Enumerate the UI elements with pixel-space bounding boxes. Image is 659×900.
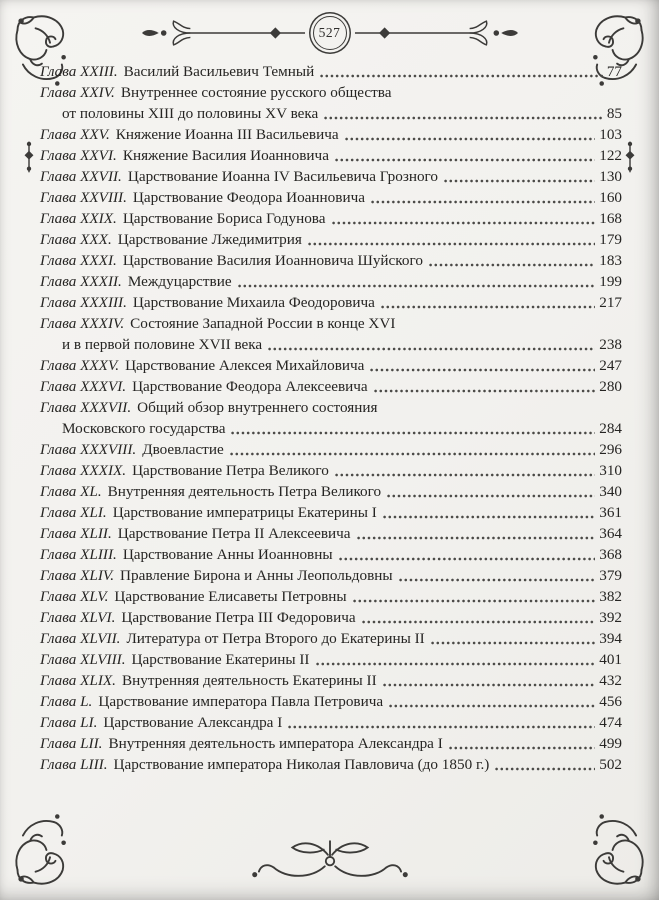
toc-line [40, 355, 622, 376]
toc-entry [40, 61, 622, 82]
page-ref: 340 [599, 483, 622, 500]
toc-entry [40, 166, 622, 187]
toc-entry [40, 691, 622, 712]
chapter-label: Глава XXVIII. [40, 189, 127, 206]
chapter-title: Царствование императора Николая Павловича (до 1850 г.) [113, 756, 490, 773]
chapter-title: Внутренняя деятельность Петра Великого [107, 483, 382, 500]
toc-line [40, 754, 622, 775]
chapter-title: Царствование императора Павла Петровича [98, 693, 384, 710]
chapter-title: Правление Бирона и Анны Леопольдовны [120, 567, 393, 584]
chapter-title: Княжение Василия Иоанновича [122, 147, 329, 164]
page-ref: 217 [599, 294, 622, 311]
toc-entry [40, 82, 622, 124]
dot-leader [353, 599, 596, 603]
toc-line [40, 523, 622, 544]
page-ref: 456 [599, 693, 622, 710]
dot-leader [431, 641, 596, 645]
page-ref: 310 [599, 462, 622, 479]
page-number: 527 [318, 25, 341, 40]
flourish-right-icon [353, 19, 521, 47]
chapter-title: Царствование Михаила Феодоровича [132, 294, 375, 311]
page-ref: 502 [599, 756, 622, 773]
dot-leader [320, 74, 603, 78]
dot-leader [308, 242, 595, 246]
toc-line-continuation [40, 103, 622, 124]
dot-leader [381, 305, 595, 309]
page-ref: 394 [599, 630, 622, 647]
toc-entry [40, 733, 622, 754]
dot-leader [335, 158, 595, 162]
chapter-label: Глава XLVIII. [40, 651, 126, 668]
chapter-label: Глава LI. [40, 714, 98, 731]
chapter-title: Внутреннее состояние русского общества [120, 84, 392, 101]
page-ref: 379 [599, 567, 622, 584]
chapter-title: Царствование Лжедимитрия [117, 231, 302, 248]
chapter-title: Княжение Иоанна III Васильевича [115, 126, 339, 143]
chapter-label: Глава L. [40, 693, 93, 710]
toc-line [40, 733, 622, 754]
chapter-title: Царствование Петра Великого [132, 462, 329, 479]
toc-entry [40, 397, 622, 439]
page-ref: 432 [599, 672, 622, 689]
page-ref: 392 [599, 609, 622, 626]
page-ref: 179 [599, 231, 622, 248]
dot-leader [345, 137, 596, 141]
dot-leader [371, 200, 595, 204]
chapter-title: Общий обзор внутреннего состояния [137, 399, 378, 416]
toc-line [40, 292, 622, 313]
toc-entry [40, 145, 622, 166]
chapter-title: Царствование Александра I [103, 714, 283, 731]
chapter-title: Междуцарствие [127, 273, 232, 290]
page-ref: 382 [599, 588, 622, 605]
page-ref: 499 [599, 735, 622, 752]
page-header [0, 16, 659, 50]
chapter-label: Глава XXXI. [40, 252, 117, 269]
toc-entry [40, 208, 622, 229]
page-ref: 168 [599, 210, 622, 227]
chapter-label: Глава XLII. [40, 525, 112, 542]
side-ornament-right-icon [621, 138, 639, 176]
chapter-title: Василий Васильевич Темный [123, 63, 315, 80]
chapter-label: Глава XXIX. [40, 210, 117, 227]
chapter-label: Глава XXX. [40, 231, 112, 248]
dot-leader [389, 704, 595, 708]
toc-line [40, 439, 622, 460]
toc-entry [40, 355, 622, 376]
dot-leader [335, 473, 595, 477]
toc-entry [40, 187, 622, 208]
dot-leader [387, 494, 595, 498]
dot-leader [383, 683, 596, 687]
page-ref: 364 [599, 525, 622, 542]
dot-leader [238, 284, 596, 288]
chapter-label: Глава XXVI. [40, 147, 117, 164]
page-ref: 284 [599, 420, 622, 437]
toc-line-continuation [40, 334, 622, 355]
dot-leader [495, 767, 595, 771]
page-ref: 296 [599, 441, 622, 458]
toc-entry [40, 229, 622, 250]
toc-entry [40, 565, 622, 586]
dot-leader [370, 368, 595, 372]
toc-line [40, 271, 622, 292]
toc-line [40, 565, 622, 586]
toc-line [40, 628, 622, 649]
chapter-title: Царствование Василия Иоанновича Шуйского [122, 252, 423, 269]
toc-entry [40, 628, 622, 649]
dot-leader [374, 389, 596, 393]
chapter-label: Глава XLV. [40, 588, 109, 605]
toc-line [40, 586, 622, 607]
dot-leader [332, 221, 596, 225]
dot-leader [230, 452, 596, 456]
toc-entry [40, 313, 622, 355]
chapter-label: Глава XLIII. [40, 546, 117, 563]
chapter-label: Глава XXXVIII. [40, 441, 137, 458]
table-of-contents [40, 61, 622, 775]
dot-leader [316, 662, 596, 666]
toc-entry [40, 649, 622, 670]
toc-entry [40, 460, 622, 481]
page-ref: 103 [599, 126, 622, 143]
chapter-title-continuation: Московского государства [62, 420, 226, 437]
chapter-label: Глава XXXIII. [40, 294, 127, 311]
toc-entry [40, 586, 622, 607]
dot-leader [339, 557, 596, 561]
chapter-label: Глава XXXIX. [40, 462, 127, 479]
dot-leader [288, 725, 595, 729]
toc-line [40, 376, 622, 397]
toc-entry [40, 124, 622, 145]
chapter-title: Царствование Иоанна IV Васильевича Грозного [127, 168, 438, 185]
toc-line [40, 82, 622, 103]
dot-leader [324, 116, 603, 120]
toc-entry [40, 292, 622, 313]
toc-line [40, 187, 622, 208]
page-ref: 361 [599, 504, 622, 521]
toc-line [40, 712, 622, 733]
dot-leader [383, 515, 595, 519]
toc-entry [40, 376, 622, 397]
chapter-title: Состояние Западной России в конце XVI [130, 315, 396, 332]
page-ref: 474 [599, 714, 622, 731]
toc-line [40, 460, 622, 481]
toc-entry [40, 250, 622, 271]
page-ref: 280 [599, 378, 622, 395]
chapter-title: Царствование Екатерины II [131, 651, 310, 668]
toc-line-continuation [40, 418, 622, 439]
page-ref: 130 [599, 168, 622, 185]
chapter-label: Глава XXVII. [40, 168, 122, 185]
toc-line [40, 691, 622, 712]
side-ornament-left-icon [20, 138, 38, 176]
chapter-title: Внутренняя деятельность Екатерины II [121, 672, 377, 689]
toc-entry [40, 544, 622, 565]
chapter-label: Глава XLVII. [40, 630, 121, 647]
page-ref: 122 [599, 147, 622, 164]
dot-leader [399, 578, 596, 582]
toc-entry [40, 271, 622, 292]
toc-entry [40, 481, 622, 502]
dot-leader [357, 536, 596, 540]
chapter-label: Глава XXXVI. [40, 378, 127, 395]
dot-leader [429, 263, 595, 267]
page-ref: 368 [599, 546, 622, 563]
chapter-title: Внутренняя деятельность императора Александра I [108, 735, 443, 752]
chapter-title-continuation: от половины XIII до половины XV века [62, 105, 319, 122]
chapter-title: Царствование Анны Иоанновны [122, 546, 333, 563]
chapter-label: Глава XL. [40, 483, 102, 500]
page-ref: 183 [599, 252, 622, 269]
toc-entry [40, 523, 622, 544]
page-ref: 160 [599, 189, 622, 206]
page-number-medallion [313, 16, 347, 50]
flourish-left-icon [139, 19, 307, 47]
chapter-title: Двоевластие [142, 441, 224, 458]
chapter-label: Глава XXIV. [40, 84, 115, 101]
page-ref: 238 [599, 336, 622, 353]
toc-entry [40, 439, 622, 460]
toc-entry [40, 607, 622, 628]
page-ref: 77 [606, 63, 622, 80]
toc-line [40, 607, 622, 628]
chapter-title: Царствование императрицы Екатерины I [112, 504, 377, 521]
bottom-ornament-icon [0, 836, 659, 882]
chapter-label: Глава XXXII. [40, 273, 122, 290]
chapter-label: Глава XXXVII. [40, 399, 132, 416]
chapter-title: Царствование Феодора Иоанновича [132, 189, 365, 206]
toc-line [40, 61, 622, 82]
chapter-label: Глава XLIV. [40, 567, 115, 584]
chapter-title: Царствование Елисаветы Петровны [114, 588, 347, 605]
toc-entry [40, 502, 622, 523]
chapter-label: Глава XXXV. [40, 357, 120, 374]
chapter-title: Царствование Алексея Михайловича [125, 357, 365, 374]
toc-line [40, 145, 622, 166]
chapter-label: Глава XLVI. [40, 609, 116, 626]
toc-line [40, 649, 622, 670]
chapter-label: Глава XLI. [40, 504, 107, 521]
toc-line [40, 208, 622, 229]
toc-line [40, 229, 622, 250]
chapter-title: Царствование Феодора Алексеевича [132, 378, 368, 395]
chapter-label: Глава XLIX. [40, 672, 116, 689]
dot-leader [444, 179, 595, 183]
page-ref: 247 [599, 357, 622, 374]
toc-entry [40, 670, 622, 691]
toc-line [40, 481, 622, 502]
toc-line [40, 166, 622, 187]
toc-line [40, 544, 622, 565]
toc-entry [40, 754, 622, 775]
chapter-label: Глава XXIII. [40, 63, 118, 80]
chapter-title: Царствование Петра III Федоровича [121, 609, 356, 626]
chapter-label: Глава LIII. [40, 756, 108, 773]
dot-leader [449, 746, 595, 750]
chapter-label: Глава LII. [40, 735, 103, 752]
chapter-title-continuation: и в первой половине XVII века [62, 336, 263, 353]
dot-leader [231, 431, 595, 435]
chapter-label: Глава XXXIV. [40, 315, 125, 332]
toc-entry [40, 712, 622, 733]
toc-line [40, 124, 622, 145]
dot-leader [362, 620, 596, 624]
toc-line [40, 313, 622, 334]
chapter-label: Глава XXV. [40, 126, 110, 143]
page-ref: 401 [599, 651, 622, 668]
toc-line [40, 397, 622, 418]
dot-leader [268, 347, 595, 351]
toc-line [40, 502, 622, 523]
page-ref: 85 [606, 105, 622, 122]
toc-line [40, 250, 622, 271]
toc-line [40, 670, 622, 691]
page-ref: 199 [599, 273, 622, 290]
chapter-title: Царствование Петра II Алексеевича [117, 525, 351, 542]
chapter-title: Царствование Бориса Годунова [122, 210, 326, 227]
chapter-title: Литература от Петра Второго до Екатерины II [126, 630, 425, 647]
